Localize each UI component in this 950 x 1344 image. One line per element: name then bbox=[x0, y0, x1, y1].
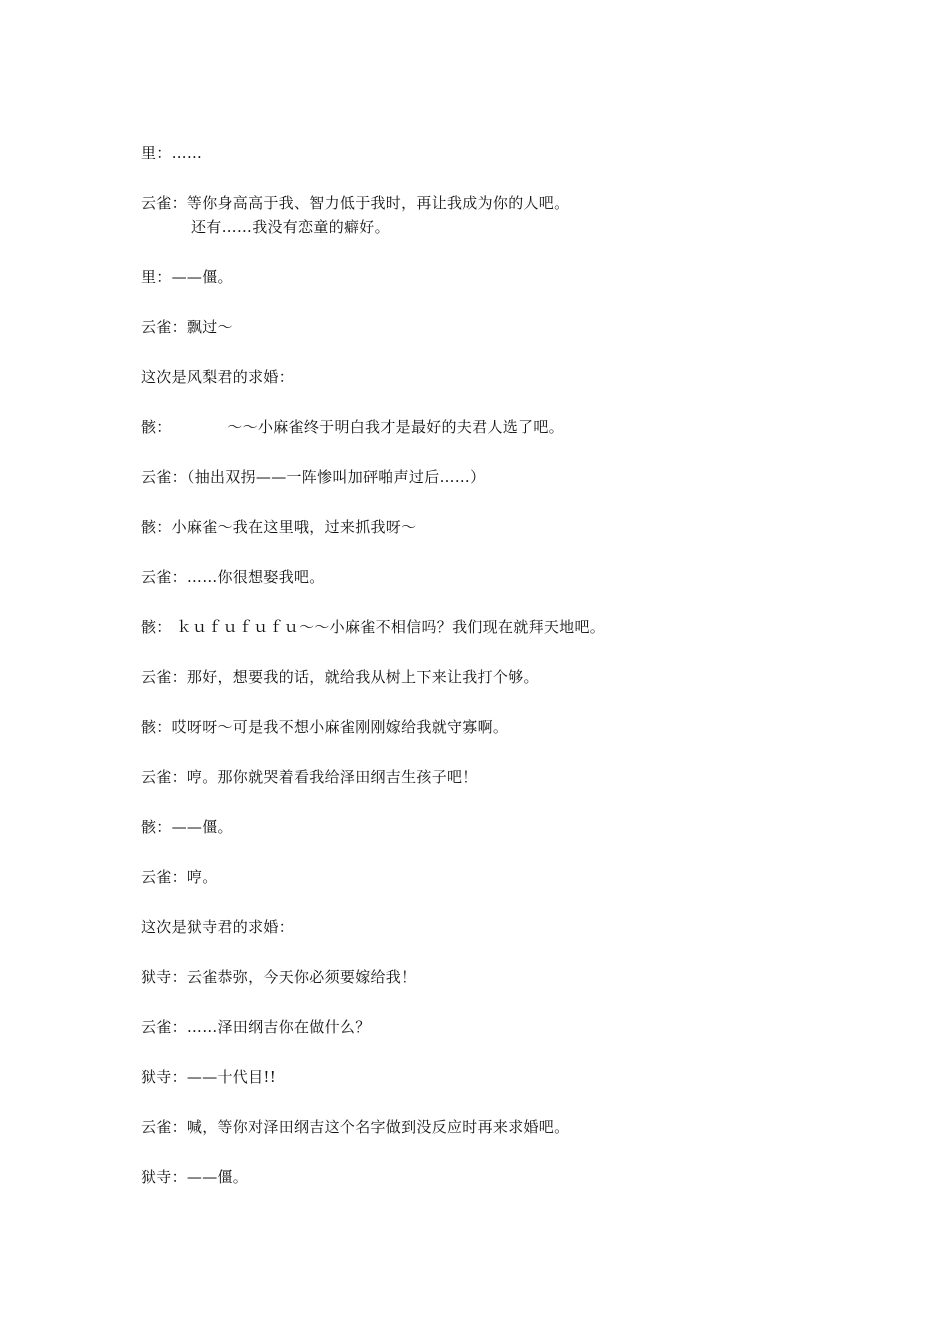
dialogue-line: 云雀：那好，想要我的话，就给我从树上下来让我打个够。 bbox=[141, 668, 539, 686]
dialogue-line: 云雀：……你很想娶我吧。 bbox=[141, 568, 325, 586]
dialogue-line: 骸： ｋｕｆｕｆｕｆｕ～～小麻雀不相信吗？我们现在就拜天地吧。 bbox=[141, 618, 606, 636]
narration-line: 这次是风梨君的求婚： bbox=[141, 368, 295, 386]
dialogue-line: 骸：小麻雀～我在这里哦，过来抓我呀～ bbox=[141, 518, 417, 536]
narration-line: 这次是狱寺君的求婚： bbox=[141, 918, 295, 936]
dialogue-line: 骸：——僵。 bbox=[141, 818, 233, 836]
dialogue-line: 云雀：哼。 bbox=[141, 868, 218, 886]
dialogue-line: 里：…… bbox=[141, 144, 203, 162]
dialogue-line: 云雀：飘过～ bbox=[141, 318, 233, 336]
dialogue-line: 云雀：（抽出双拐——一阵惨叫加砰啪声过后……） bbox=[141, 468, 486, 486]
dialogue-line: 云雀：喊，等你对泽田纲吉这个名字做到没反应时再来求婚吧。 bbox=[141, 1118, 570, 1136]
dialogue-line: 里：——僵。 bbox=[141, 268, 233, 286]
dialogue-line: 狱寺：——十代目!! bbox=[141, 1068, 277, 1086]
dialogue-line: 云雀：……泽田纲吉你在做什么？ bbox=[141, 1018, 371, 1036]
dialogue-line: 狱寺：——僵。 bbox=[141, 1168, 249, 1186]
dialogue-line: 骸： ～～小麻雀终于明白我才是最好的夫君人选了吧。 bbox=[141, 418, 564, 436]
dialogue-line: 云雀：哼。那你就哭着看我给泽田纲吉生孩子吧！ bbox=[141, 768, 478, 786]
dialogue-line-continuation: 还有……我没有恋童的癖好。 bbox=[191, 218, 390, 236]
dialogue-line: 云雀：等你身高高于我、智力低于我时，再让我成为你的人吧。 bbox=[141, 194, 570, 212]
dialogue-line: 狱寺：云雀恭弥，今天你必须要嫁给我！ bbox=[141, 968, 417, 986]
dialogue-line: 骸：哎呀呀～可是我不想小麻雀刚刚嫁给我就守寡啊。 bbox=[141, 718, 509, 736]
